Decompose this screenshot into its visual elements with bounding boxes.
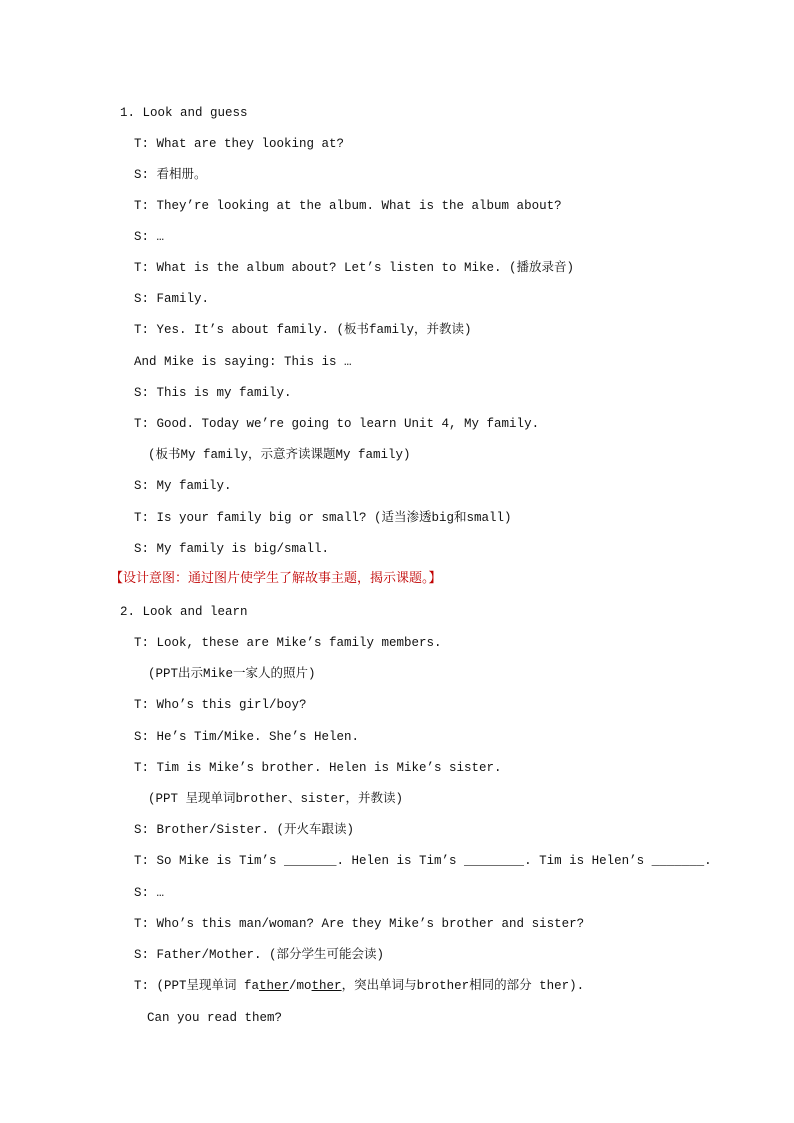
dialog-line: T: Tim is Mike’s brother. Helen is Mike’s sister. [134, 761, 502, 775]
dialog-line: T: Yes. It’s about family. (板书family，并教读) [134, 323, 472, 337]
dialog-line: S: He’s Tim/Mike. She’s Helen. [134, 730, 360, 744]
dialog-line: T: Look, these are Mike’s family members. [134, 636, 442, 650]
dialog-line: S: Brother/Sister. (开火车跟读) [134, 823, 355, 837]
dialog-line: S: … [134, 230, 165, 244]
dialog-line: S: My family is big/small. [134, 542, 330, 556]
dialog-line: T: Is your family big or small? (适当渗透big和small) [134, 511, 512, 525]
dialog-line-ppt-words [134, 978, 584, 994]
dialog-line: S: This is my family. [134, 386, 292, 400]
underlined-ther-father: ther [259, 979, 290, 993]
dialog-line: S: Family. [134, 292, 210, 306]
dialog-line: T: Who’s this girl/boy? [134, 698, 307, 712]
dialog-line: T: Good. Today we’re going to learn Unit 4, My family. [134, 417, 540, 431]
dialog-line: T: Who’s this man/woman? Are they Mike’s brother and sister? [134, 917, 585, 931]
dialog-line: T: What is the album about? Let’s listen to Mike. (播放录音) [134, 261, 575, 275]
ppt-line-mid: /mo [289, 979, 312, 993]
stage-direction: (板书My family，示意齐读课题My family) [148, 448, 411, 462]
section-heading-look-and-learn: 2. Look and learn [120, 605, 248, 619]
stage-direction: (PPT 呈现单词brother、sister，并教读) [148, 792, 404, 806]
design-intent-note: 【设计意图：通过图片使学生了解故事主题，揭示课题。】 [110, 571, 442, 586]
dialog-line: Can you read them? [147, 1011, 283, 1025]
stage-direction: (PPT出示Mike一家人的照片) [148, 667, 316, 681]
dialog-line: T: They’re looking at the album. What is the album about? [134, 199, 562, 213]
dialog-line: S: … [134, 886, 165, 900]
dialog-line-fill-blanks: T: So Mike is Tim’s _______. Helen is Tim’s ________. Tim is Helen’s _______. [134, 854, 712, 868]
section-heading-look-and-guess: 1. Look and guess [120, 106, 248, 120]
dialog-line: S: Father/Mother. (部分学生可能会读) [134, 948, 385, 962]
underlined-ther-mother: ther [311, 979, 342, 993]
dialog-line: And Mike is saying: This is … [134, 355, 352, 369]
ppt-line-suffix: ，突出单词与brother相同的部分 ther). [341, 979, 585, 993]
dialog-line: S: 看相册。 [134, 168, 207, 182]
dialog-line: S: My family. [134, 479, 232, 493]
dialog-line: T: What are they looking at? [134, 137, 345, 151]
ppt-line-prefix: T: (PPT呈现单词 fa [134, 979, 260, 993]
